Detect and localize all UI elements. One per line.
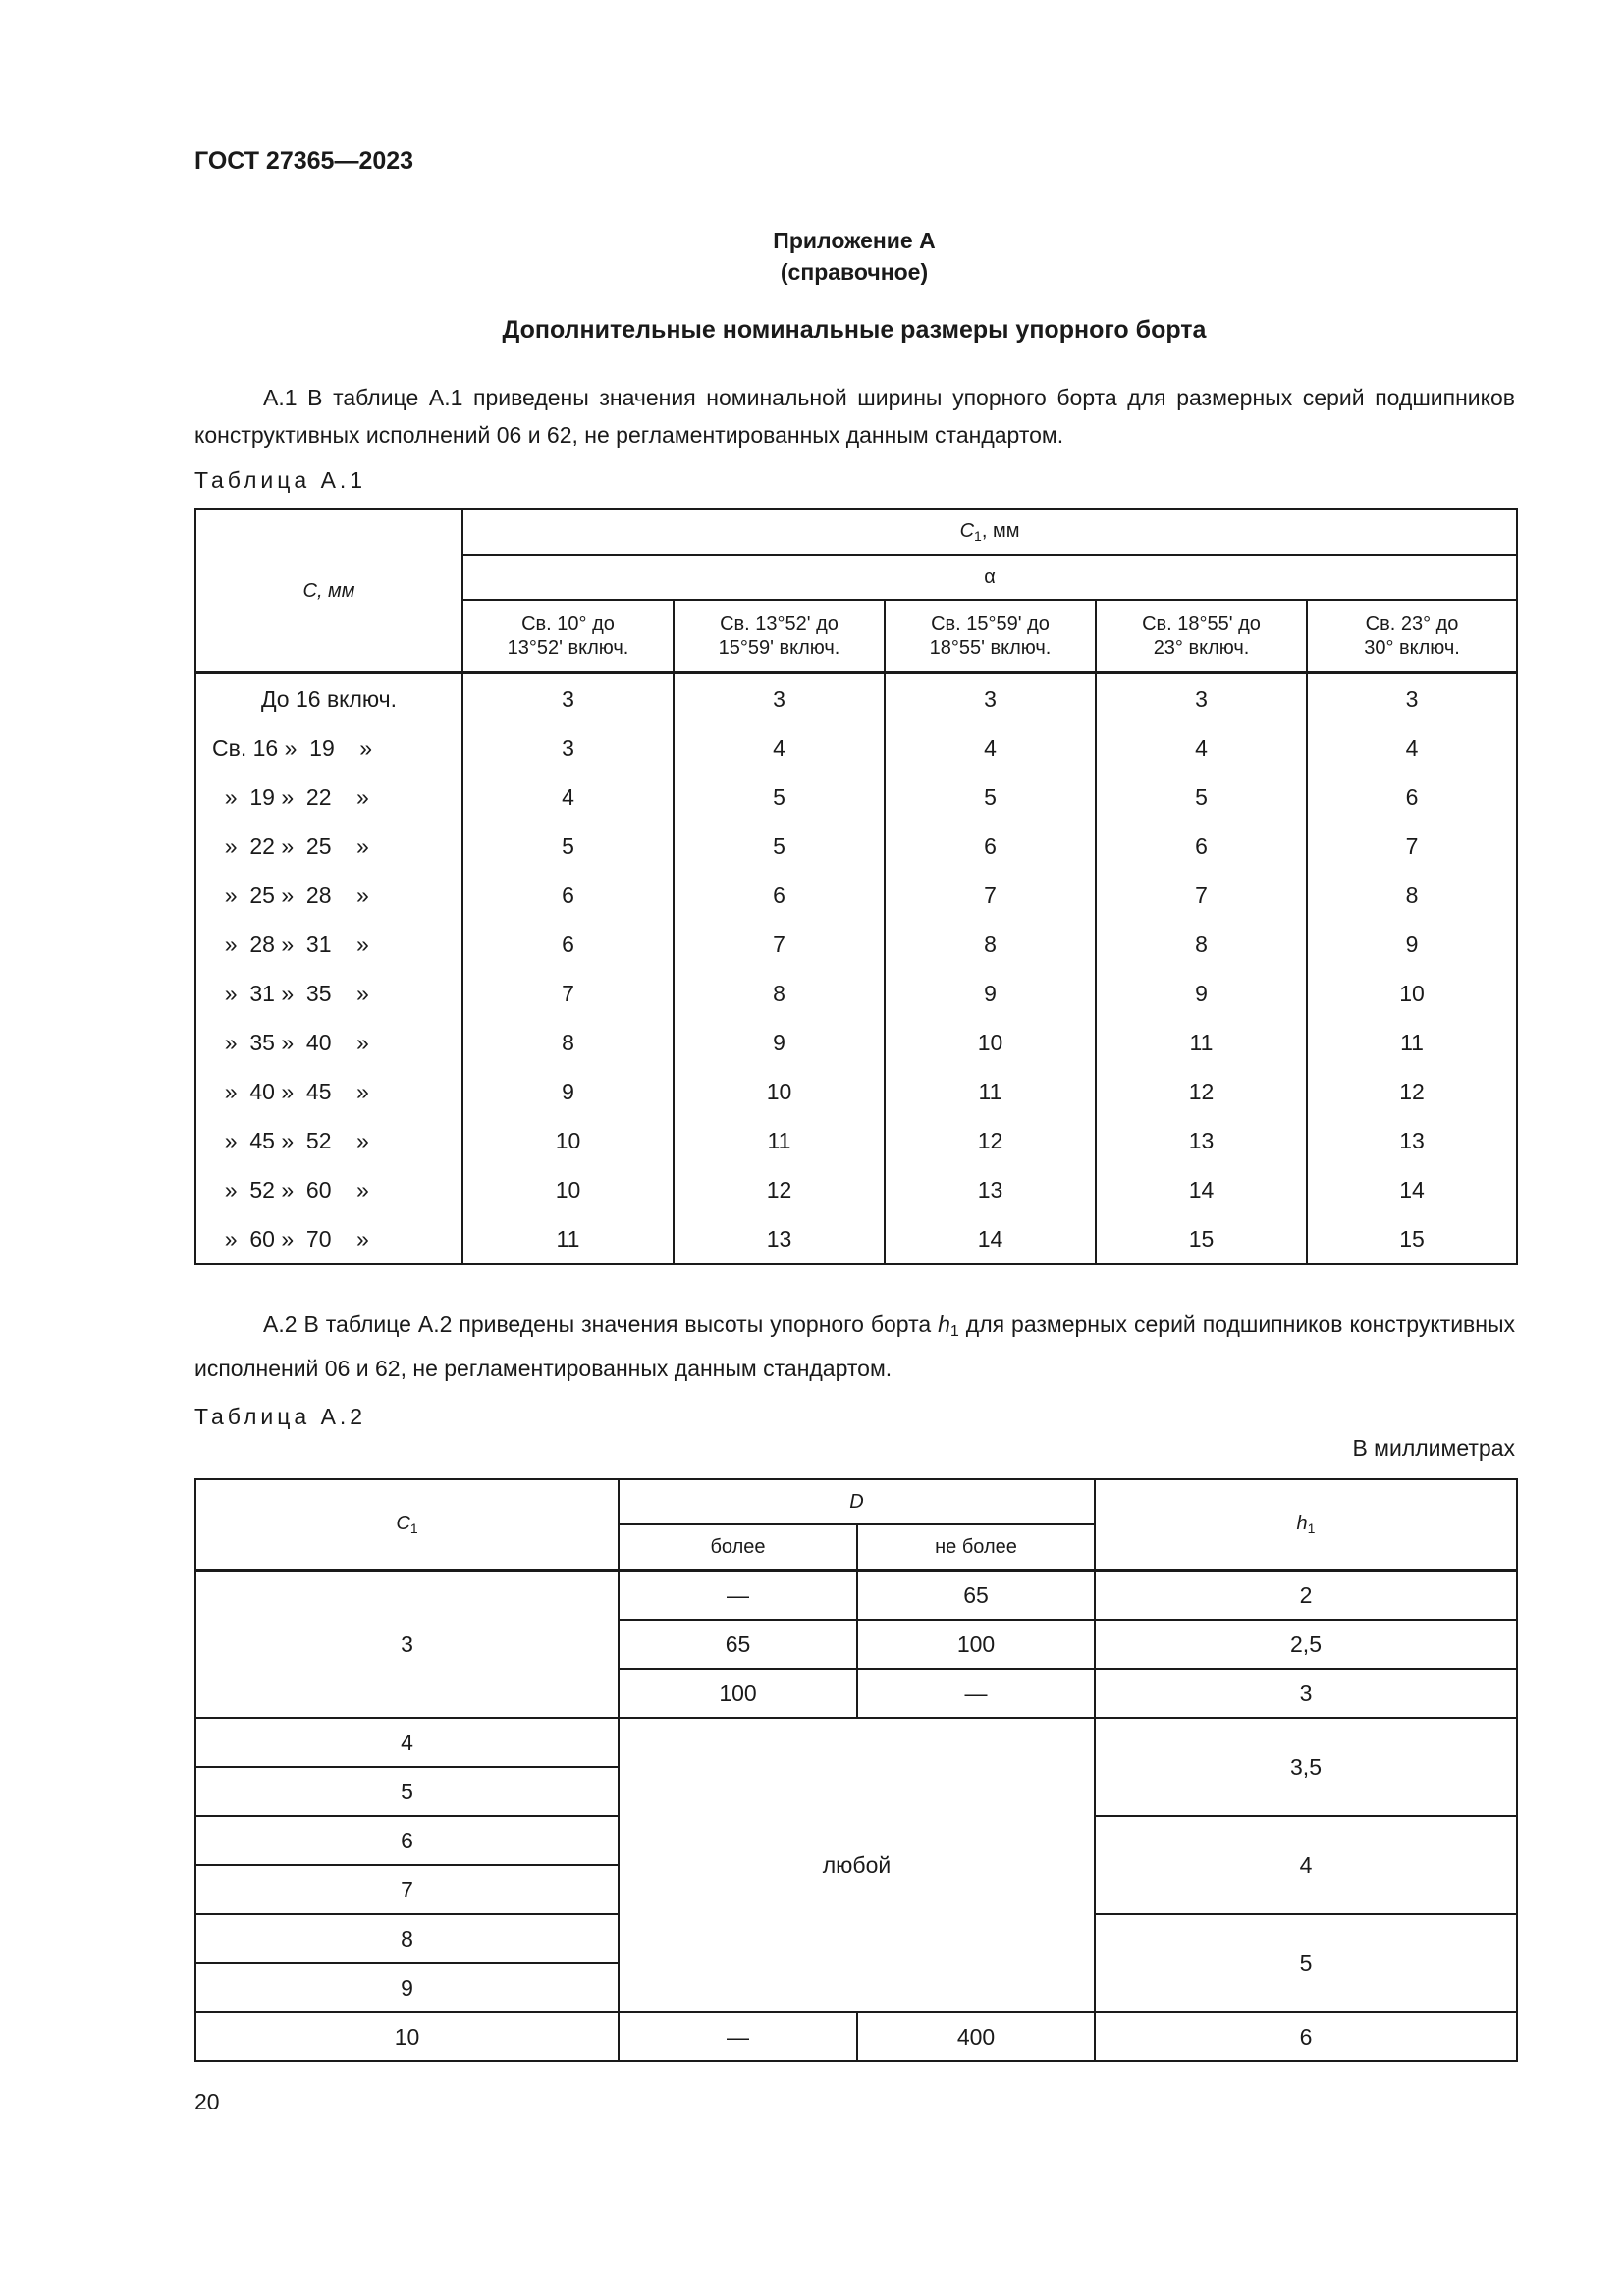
table2-not-more-cell: 100 <box>857 1620 1095 1669</box>
table1-cell: 6 <box>1096 822 1307 871</box>
table-row <box>195 969 1517 1018</box>
table2-not-more-cell: 65 <box>857 1571 1095 1621</box>
table2-c1-cell: 6 <box>195 1816 619 1865</box>
table1-cell: 11 <box>885 1067 1096 1116</box>
table1-cell: 9 <box>1307 920 1517 969</box>
table1-angle-col-2 <box>674 600 885 673</box>
table1-cell: 13 <box>885 1165 1096 1214</box>
angle-col-1-line1: Св. 10° до <box>521 614 615 635</box>
table1-c1-sub: 1 <box>974 528 982 544</box>
paragraph-a2-h-symbol: h <box>938 1311 950 1337</box>
table1-row-label: Св. 16 » 19 » <box>195 723 462 773</box>
table1-cell: 4 <box>462 773 674 822</box>
table1-cell: 4 <box>1307 723 1517 773</box>
table1-cell: 6 <box>1307 773 1517 822</box>
table1-row-label: » 22 » 25 » <box>195 822 462 871</box>
table2-not-more-header: не более <box>857 1524 1095 1571</box>
table1-cell: 9 <box>674 1018 885 1067</box>
table1-cell: 11 <box>1307 1018 1517 1067</box>
table1-cell: 13 <box>674 1214 885 1264</box>
table2-c1-symbol: C <box>396 1513 410 1534</box>
table-a2 <box>194 1478 1518 2062</box>
table2-any-cell: любой <box>619 1718 1095 2012</box>
table2-h1-cell: 6 <box>1095 2012 1517 2061</box>
table1-angle-col-5 <box>1307 600 1517 673</box>
angle-col-2-line1: Св. 13°52' до <box>720 614 839 635</box>
table1-cell: 7 <box>1096 871 1307 920</box>
table2-h1-symbol: h <box>1296 1513 1308 1534</box>
paragraph-a2-text-b: для размерных серий подшипников конструктивных исполнений 06 и 62, не регламентированных данным стандартом. <box>194 1311 1515 1381</box>
table1-row-label: » 25 » 28 » <box>195 871 462 920</box>
table1-c1-header <box>462 509 1517 555</box>
table1-cell: 4 <box>885 723 1096 773</box>
table2-h1-cell: 2,5 <box>1095 1620 1517 1669</box>
table1-cell: 5 <box>462 822 674 871</box>
table1-cell: 4 <box>1096 723 1307 773</box>
table2-h1-cell: 3 <box>1095 1669 1517 1718</box>
table1-c1-unit: , мм <box>981 520 1020 542</box>
table1-cell: 7 <box>1307 822 1517 871</box>
paragraph-a2-text-a: А.2 В таблице А.2 приведены значения высоты упорного борта <box>263 1311 939 1337</box>
table1-cell: 14 <box>1307 1165 1517 1214</box>
appendix-label: Приложение А <box>773 228 936 253</box>
table2-c1-cell: 5 <box>195 1767 619 1816</box>
table1-cell: 11 <box>674 1116 885 1165</box>
table2-h1-sub: 1 <box>1307 1521 1316 1536</box>
table1-cell: 8 <box>674 969 885 1018</box>
table1-cell: 3 <box>885 673 1096 724</box>
table1-cell: 8 <box>1096 920 1307 969</box>
table1-row-label: » 35 » 40 » <box>195 1018 462 1067</box>
table-row <box>195 1018 1517 1067</box>
table1-caption: Таблица А.1 <box>194 467 367 493</box>
angle-col-5-line1: Св. 23° до <box>1365 614 1459 635</box>
paragraph-a2-h-sub: 1 <box>949 1322 959 1340</box>
table1-cell: 11 <box>1096 1018 1307 1067</box>
table1-cell: 7 <box>885 871 1096 920</box>
table2-h1-cell: 5 <box>1095 1914 1517 2012</box>
angle-col-5-line2: 30° включ. <box>1364 637 1460 659</box>
angle-col-1-line2: 13°52' включ. <box>507 637 629 659</box>
table1-cell: 12 <box>885 1116 1096 1165</box>
table2-h1-header <box>1095 1479 1517 1571</box>
table-row <box>195 1067 1517 1116</box>
table1-cell: 10 <box>885 1018 1096 1067</box>
table2-d-header <box>619 1479 1095 1524</box>
table1-row-label: » 31 » 35 » <box>195 969 462 1018</box>
paragraph-a2 <box>194 1306 1515 1387</box>
table1-cell: 3 <box>674 673 885 724</box>
paragraph-a1-text: А.1 В таблице А.1 приведены значения номинальной ширины упорного борта для размерных серий подшипников конструктивных исполнений 06 и 62, не регламентированных данным стандартом. <box>194 385 1515 448</box>
document-id: ГОСТ 27365—2023 <box>194 147 414 175</box>
table2-c1-cell: 7 <box>195 1865 619 1914</box>
table1-cell: 12 <box>1096 1067 1307 1116</box>
paragraph-a1 <box>194 379 1515 454</box>
table1-cell: 10 <box>674 1067 885 1116</box>
table-row <box>195 822 1517 871</box>
table1-angle-col-4 <box>1096 600 1307 673</box>
table2-h1-cell: 2 <box>1095 1571 1517 1621</box>
table1-cell: 3 <box>1096 673 1307 724</box>
table1-cell: 8 <box>885 920 1096 969</box>
table1-row-label: » 60 » 70 » <box>195 1214 462 1264</box>
table1-cell: 4 <box>674 723 885 773</box>
table1-cell: 5 <box>674 773 885 822</box>
table1-cell: 7 <box>674 920 885 969</box>
table1-cell: 12 <box>674 1165 885 1214</box>
angle-col-3-line2: 18°55' включ. <box>929 637 1052 659</box>
table1-cell: 8 <box>1307 871 1517 920</box>
table1-row-label: » 40 » 45 » <box>195 1067 462 1116</box>
angle-col-2-line2: 15°59' включ. <box>718 637 840 659</box>
angle-col-3-line1: Св. 15°59' до <box>931 614 1050 635</box>
table1-row-label: » 19 » 22 » <box>195 773 462 822</box>
table-row <box>195 1214 1517 1264</box>
table-row <box>195 673 1517 724</box>
table1-cell: 7 <box>462 969 674 1018</box>
table1-cell: 10 <box>1307 969 1517 1018</box>
table1-row-label: » 45 » 52 » <box>195 1116 462 1165</box>
table1-cell: 14 <box>885 1214 1096 1264</box>
table1-cell: 11 <box>462 1214 674 1264</box>
angle-col-4-line2: 23° включ. <box>1153 637 1250 659</box>
table2-c1-cell: 10 <box>195 2012 619 2061</box>
table1-cell: 3 <box>1307 673 1517 724</box>
table-row <box>195 871 1517 920</box>
table2-not-more-cell: — <box>857 1669 1095 1718</box>
table1-cell: 6 <box>674 871 885 920</box>
table1-body <box>195 673 1517 1265</box>
table1-cell: 3 <box>462 673 674 724</box>
table2-c1-cell: 3 <box>195 1571 619 1719</box>
table2-unit-note: В миллиметрах <box>1352 1435 1515 1461</box>
table2-not-more-cell: 400 <box>857 2012 1095 2061</box>
table1-col-c-label: C, мм <box>302 579 355 602</box>
table1-cell: 10 <box>462 1165 674 1214</box>
table-row <box>195 920 1517 969</box>
table2-c1-cell: 8 <box>195 1914 619 1963</box>
table2-c1-sub: 1 <box>409 1521 418 1536</box>
table1-cell: 6 <box>462 871 674 920</box>
table1-alpha-header: α <box>462 555 1517 600</box>
table2-c1-cell: 9 <box>195 1963 619 2012</box>
table1-cell: 9 <box>1096 969 1307 1018</box>
table1-cell: 5 <box>1096 773 1307 822</box>
table-row <box>195 723 1517 773</box>
section-title: Дополнительные номинальные размеры упорного борта <box>502 316 1207 344</box>
table-a1 <box>194 508 1518 1265</box>
table1-row-label: » 28 » 31 » <box>195 920 462 969</box>
table1-cell: 15 <box>1096 1214 1307 1264</box>
table2-more-cell: 65 <box>619 1620 857 1669</box>
table1-cell: 14 <box>1096 1165 1307 1214</box>
table-row <box>195 773 1517 822</box>
table1-cell: 15 <box>1307 1214 1517 1264</box>
table1-cell: 8 <box>462 1018 674 1067</box>
table2-caption: Таблица А.2 <box>194 1404 367 1429</box>
table2-h1-cell: 4 <box>1095 1816 1517 1914</box>
table1-cell: 5 <box>885 773 1096 822</box>
table2-more-cell: 100 <box>619 1669 857 1718</box>
table1-cell: 6 <box>885 822 1096 871</box>
table2-more-cell: — <box>619 1571 857 1621</box>
table1-row-label: До 16 включ. <box>195 673 462 724</box>
table1-cell: 13 <box>1307 1116 1517 1165</box>
table1-cell: 10 <box>462 1116 674 1165</box>
table1-angle-col-1 <box>462 600 674 673</box>
table1-cell: 3 <box>462 723 674 773</box>
table1-cell: 9 <box>462 1067 674 1116</box>
page-number: 20 <box>194 2089 220 2114</box>
table1-cell: 6 <box>462 920 674 969</box>
table2-h1-cell: 3,5 <box>1095 1718 1517 1816</box>
table2-c1-header <box>195 1479 619 1571</box>
table1-angle-col-3 <box>885 600 1096 673</box>
table2-more-header: более <box>619 1524 857 1571</box>
angle-col-4-line1: Св. 18°55' до <box>1142 614 1261 635</box>
table1-row-label: » 52 » 60 » <box>195 1165 462 1214</box>
table-row <box>195 1165 1517 1214</box>
table-row <box>195 1116 1517 1165</box>
table1-cell: 5 <box>674 822 885 871</box>
table2-more-cell: — <box>619 2012 857 2061</box>
table1-cell: 13 <box>1096 1116 1307 1165</box>
table2-c1-cell: 4 <box>195 1718 619 1767</box>
table1-col-c-header <box>195 509 462 673</box>
table1-c1-symbol: C <box>959 520 975 542</box>
table2-d-symbol: D <box>849 1490 864 1513</box>
table1-cell: 12 <box>1307 1067 1517 1116</box>
appendix-kind: (справочное) <box>780 259 929 285</box>
table1-cell: 9 <box>885 969 1096 1018</box>
